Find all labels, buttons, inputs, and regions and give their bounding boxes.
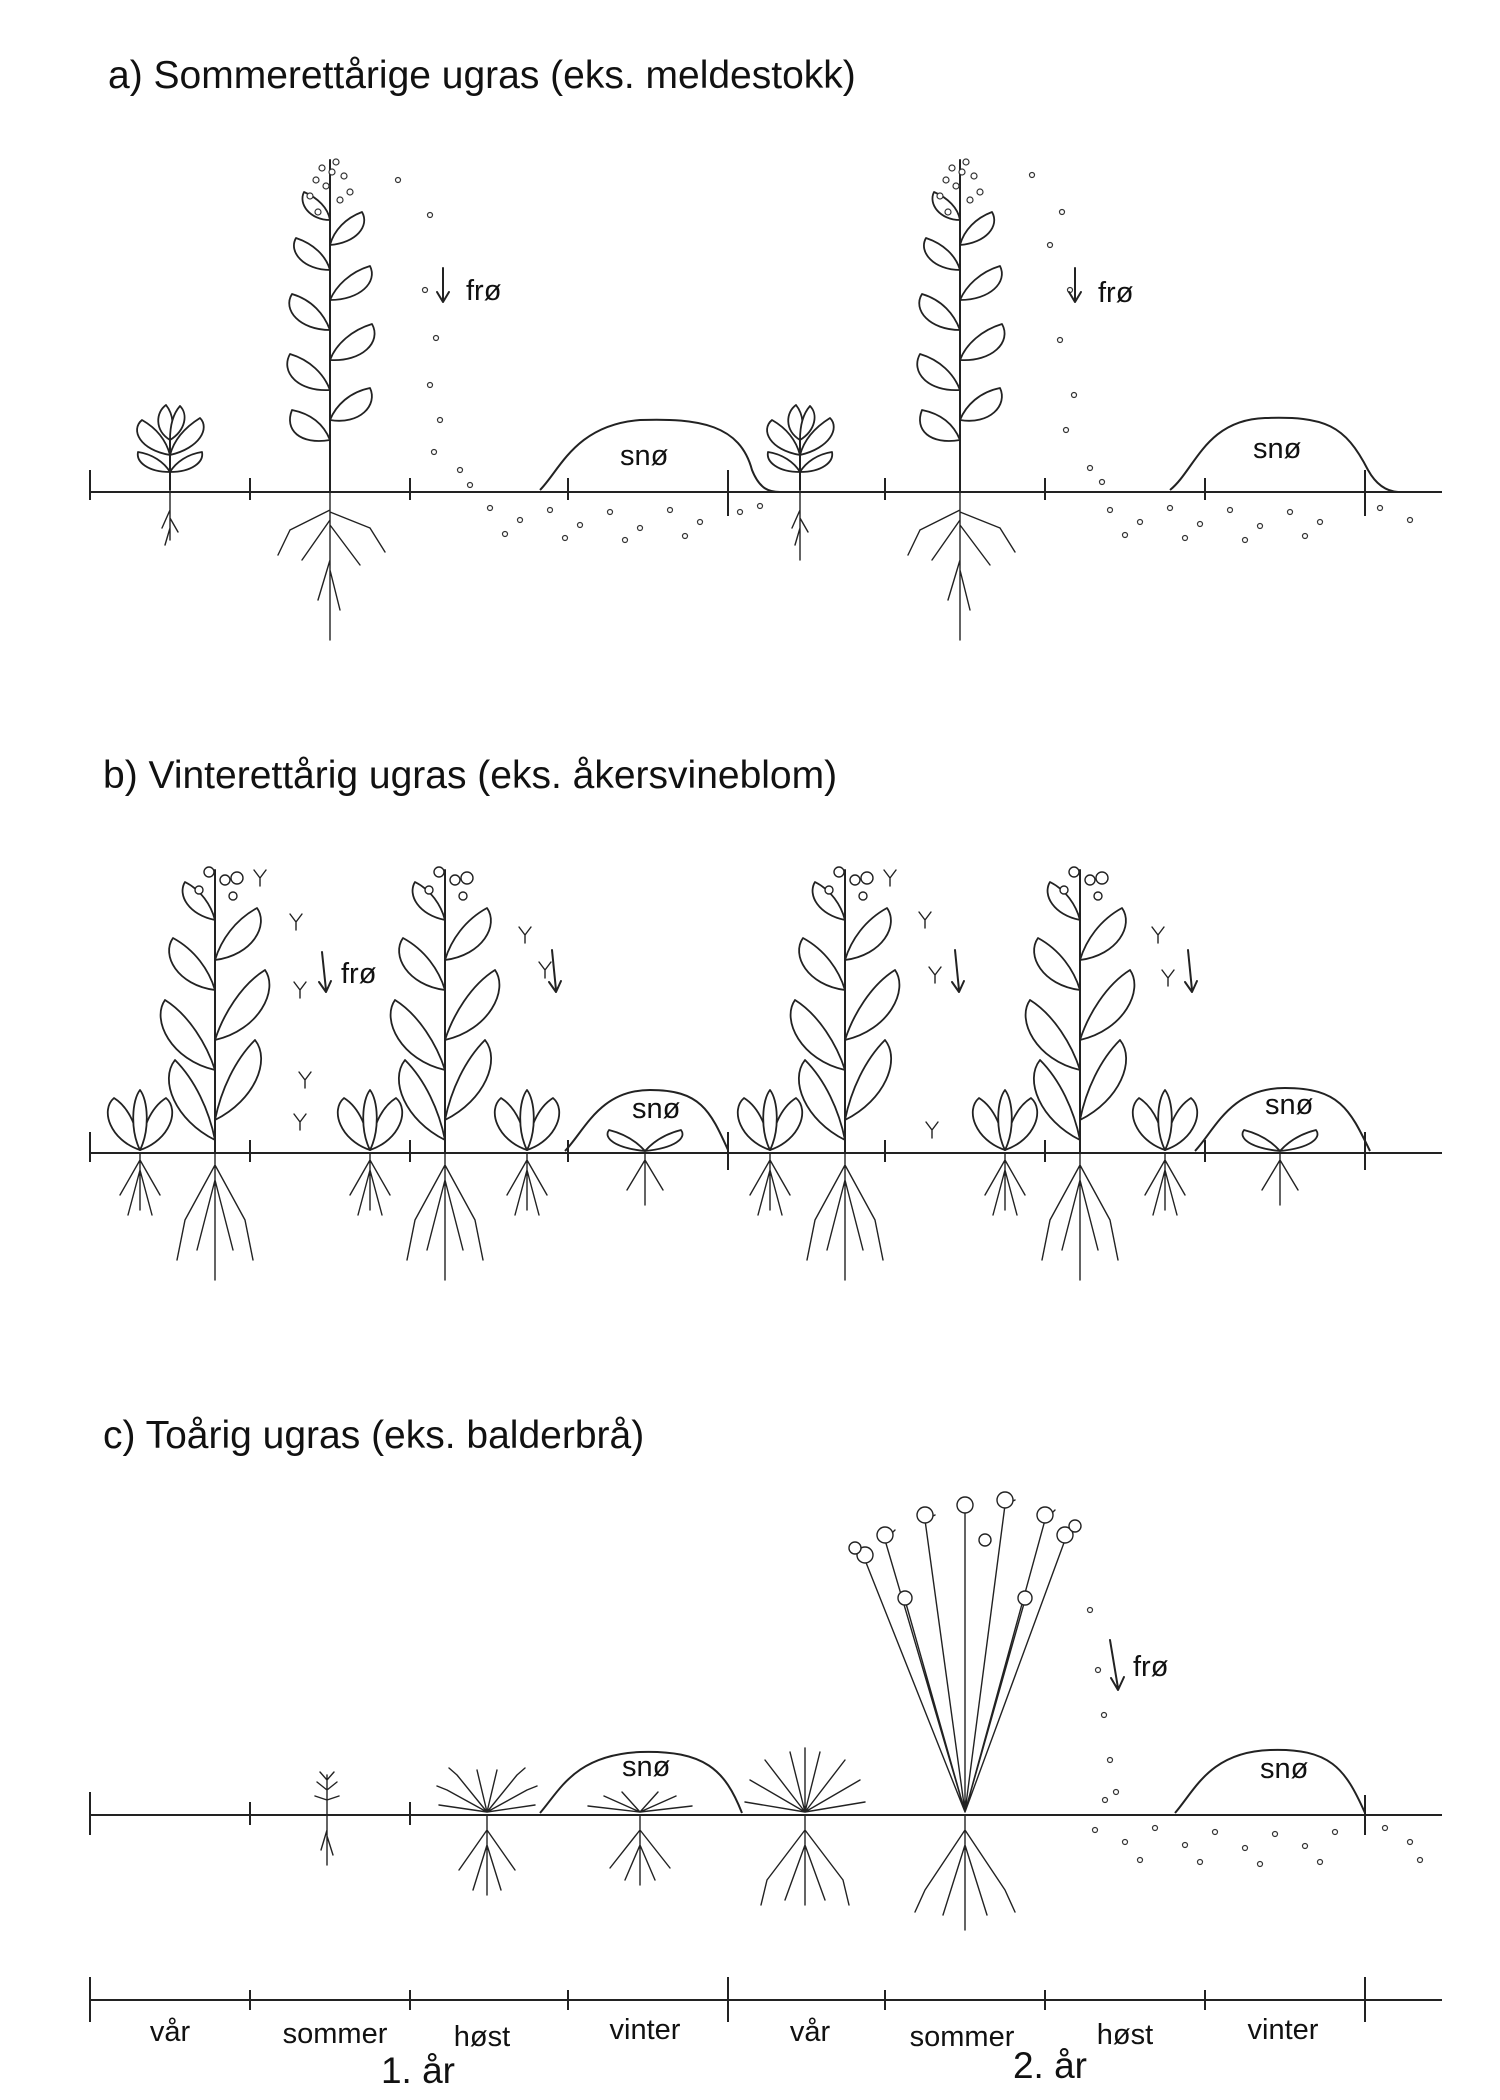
section-b-snow-label: snø [1265,1089,1314,1121]
section-c-ticks [90,1792,1365,1835]
section-a-tall-plant [278,159,385,640]
section-a-seed-arrow [437,268,449,302]
timeline-year-label: 1. år [380,2050,456,2091]
section-b-tall-plant [391,867,500,1280]
section-c-seed-arrow [1110,1640,1124,1690]
section-a-seedling [767,405,834,560]
section-b-seed-arrow-4 [1185,950,1197,992]
timeline-season-label: vinter [1247,2014,1319,2046]
section-b-snow-label: snø [632,1093,681,1125]
section-b [90,754,1442,1280]
timeline-season-label: vår [789,2016,831,2048]
section-c-winter-rosette [588,1792,692,1885]
timeline-season-label: høst [453,2021,511,2053]
section-a-seedling [137,405,204,545]
timeline-season-label: vinter [609,2014,681,2046]
section-a [90,54,1442,640]
timeline [90,1977,1442,2091]
section-b-tall-plant [1026,867,1135,1280]
section-b-seed-label: frø [341,958,377,990]
section-b-title: b) Vinterettårig ugras (eks. åkersvineblom) [103,754,838,797]
section-a-snow-label: snø [1253,433,1302,465]
section-c-falling-seeds [1088,1608,1119,1803]
section-b-seed-arrow [319,952,331,992]
section-a-title: a) Sommerettårige ugras (eks. meldestokk) [108,54,856,97]
section-c-title: c) Toårig ugras (eks. balderbrå) [103,1414,645,1457]
section-a-seeds-in-soil [1108,506,1413,543]
section-c-autumn-rosette [437,1768,537,1895]
section-a-seed-arrow [1069,268,1081,302]
section-c-seedling [315,1772,339,1865]
section-c-seeds-in-soil [1093,1826,1423,1867]
section-b-seed-arrow-3 [952,950,964,992]
section-b-tall-plant [791,867,900,1280]
section-c-flowering-plant [849,1492,1081,1930]
section-c [90,1414,1442,1930]
section-c-seed-label: frø [1133,1651,1169,1683]
section-c-snow-label: snø [1260,1753,1309,1785]
section-b-tall-plant [161,867,270,1280]
section-b-winter-rosette [608,1130,683,1205]
timeline-season-label: høst [1096,2019,1154,2051]
section-b-seed-arrow-2 [549,950,561,992]
section-a-tall-plant [908,159,1015,640]
section-a-seed-label: frø [1098,277,1134,309]
section-c-spring-rosette [745,1748,865,1905]
timeline-season-label: sommer [282,2018,388,2050]
timeline-season-label: vår [149,2016,191,2048]
section-a-falling-seeds [396,178,473,488]
timeline-season-label: sommer [909,2021,1015,2053]
section-a-seeds-in-soil [488,504,763,543]
section-c-snow-label: snø [622,1751,671,1783]
timeline-year-label: 2. år [1012,2045,1088,2086]
section-a-seed-label: frø [466,275,502,307]
section-b-winter-rosette [1243,1130,1318,1205]
section-a-falling-seeds [1030,173,1105,485]
section-a-snow-label: snø [620,440,669,472]
